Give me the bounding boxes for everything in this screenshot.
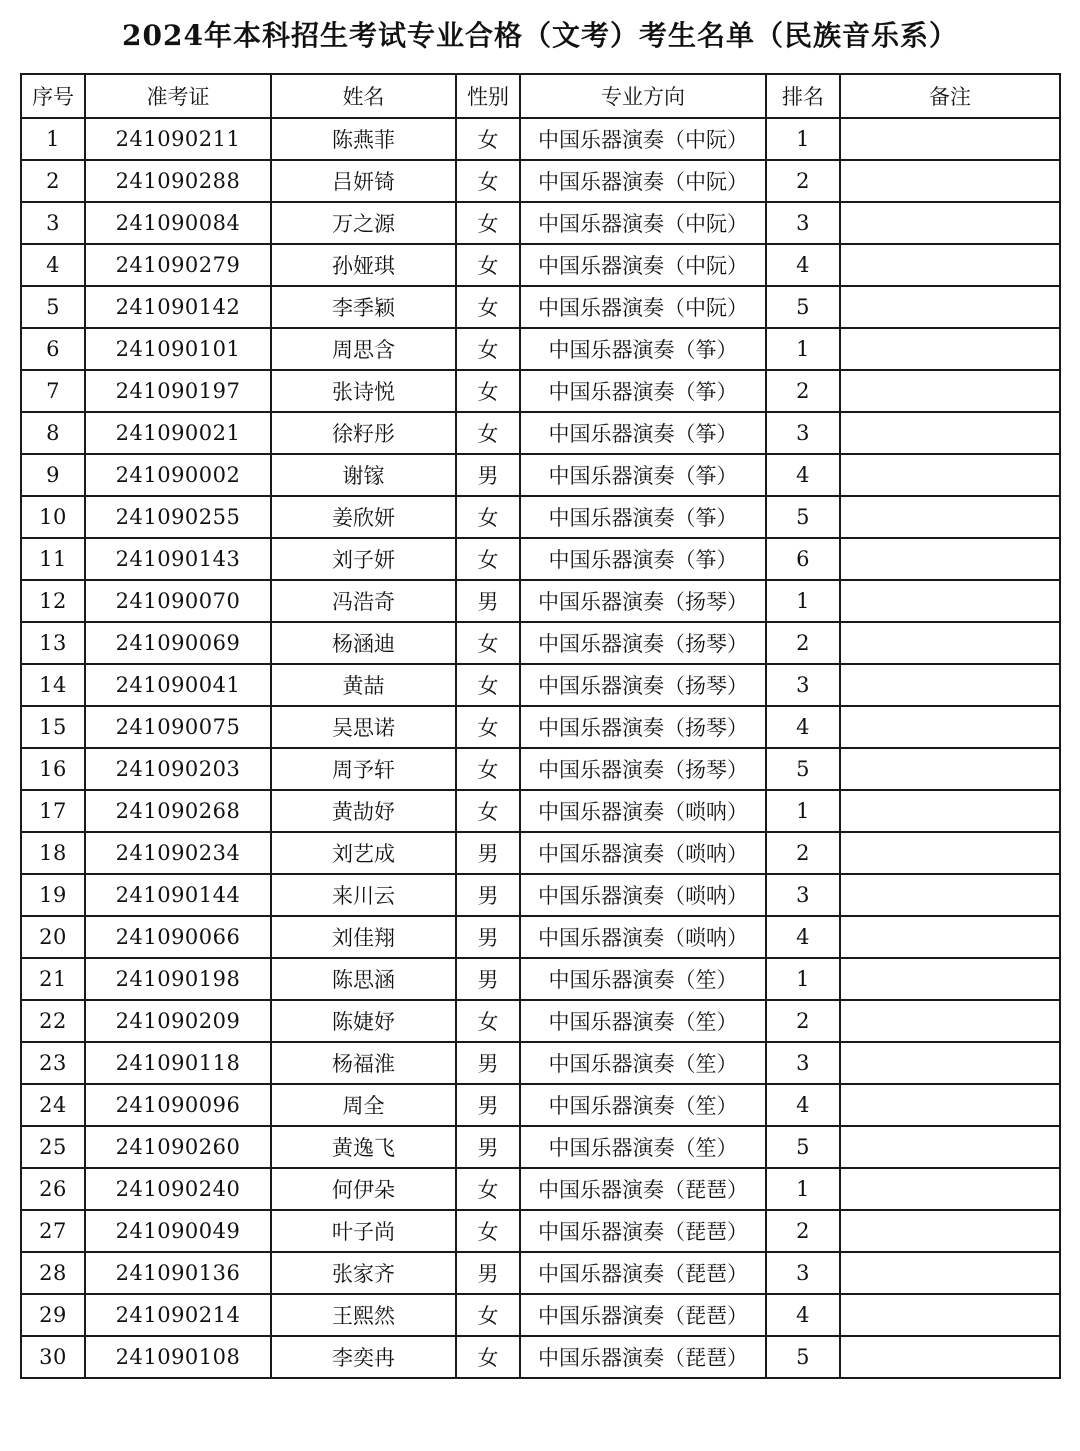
- cell-major: 中国乐器演奏（琵琶）: [520, 1252, 766, 1294]
- cell-name: 孙娅琪: [271, 244, 456, 286]
- table-row: [21, 328, 1060, 370]
- cell-name: 姜欣妍: [271, 496, 456, 538]
- cell-seq: 1: [21, 118, 85, 160]
- cell-rank: 6: [766, 538, 840, 580]
- cell-rank: 4: [766, 454, 840, 496]
- cell-note: [840, 748, 1060, 790]
- cell-seq: 22: [21, 1000, 85, 1042]
- cell-rank: 4: [766, 1084, 840, 1126]
- cell-note: [840, 580, 1060, 622]
- cell-note: [840, 1084, 1060, 1126]
- table-row: [21, 1252, 1060, 1294]
- table-header-row: [21, 74, 1060, 118]
- table-row: [21, 1042, 1060, 1084]
- cell-gender: 女: [456, 496, 520, 538]
- cell-gender: 男: [456, 916, 520, 958]
- cell-rank: 4: [766, 244, 840, 286]
- cell-exam-id: 241090209: [85, 1000, 271, 1042]
- cell-exam-id: 241090118: [85, 1042, 271, 1084]
- cell-rank: 5: [766, 748, 840, 790]
- table-row: [21, 706, 1060, 748]
- cell-exam-id: 241090203: [85, 748, 271, 790]
- table-row: [21, 916, 1060, 958]
- cell-seq: 20: [21, 916, 85, 958]
- cell-seq: 5: [21, 286, 85, 328]
- table-row: [21, 832, 1060, 874]
- cell-major: 中国乐器演奏（笙）: [520, 1126, 766, 1168]
- cell-note: [840, 664, 1060, 706]
- cell-gender: 女: [456, 118, 520, 160]
- cell-major: 中国乐器演奏（唢呐）: [520, 790, 766, 832]
- cell-major: 中国乐器演奏（中阮）: [520, 202, 766, 244]
- cell-gender: 女: [456, 1000, 520, 1042]
- cell-exam-id: 241090049: [85, 1210, 271, 1252]
- cell-gender: 男: [456, 1084, 520, 1126]
- cell-name: 杨福淮: [271, 1042, 456, 1084]
- cell-note: [840, 1042, 1060, 1084]
- cell-rank: 1: [766, 958, 840, 1000]
- table-row: [21, 1168, 1060, 1210]
- cell-seq: 21: [21, 958, 85, 1000]
- cell-rank: 5: [766, 1126, 840, 1168]
- cell-major: 中国乐器演奏（笙）: [520, 958, 766, 1000]
- cell-note: [840, 118, 1060, 160]
- cell-note: [840, 622, 1060, 664]
- cell-seq: 7: [21, 370, 85, 412]
- cell-exam-id: 241090240: [85, 1168, 271, 1210]
- cell-gender: 女: [456, 1168, 520, 1210]
- table-row: [21, 580, 1060, 622]
- cell-seq: 27: [21, 1210, 85, 1252]
- cell-exam-id: 241090214: [85, 1294, 271, 1336]
- cell-major: 中国乐器演奏（筝）: [520, 496, 766, 538]
- cell-note: [840, 874, 1060, 916]
- cell-seq: 14: [21, 664, 85, 706]
- cell-rank: 1: [766, 790, 840, 832]
- cell-name: 周思含: [271, 328, 456, 370]
- cell-major: 中国乐器演奏（琵琶）: [520, 1168, 766, 1210]
- cell-name: 陈思涵: [271, 958, 456, 1000]
- cell-gender: 女: [456, 748, 520, 790]
- cell-note: [840, 202, 1060, 244]
- cell-rank: 3: [766, 1252, 840, 1294]
- cell-seq: 25: [21, 1126, 85, 1168]
- cell-gender: 男: [456, 1126, 520, 1168]
- cell-name: 陈婕妤: [271, 1000, 456, 1042]
- cell-seq: 23: [21, 1042, 85, 1084]
- cell-rank: 4: [766, 706, 840, 748]
- cell-seq: 2: [21, 160, 85, 202]
- cell-name: 谢镓: [271, 454, 456, 496]
- cell-exam-id: 241090021: [85, 412, 271, 454]
- cell-exam-id: 241090136: [85, 1252, 271, 1294]
- cell-name: 黄喆: [271, 664, 456, 706]
- cell-seq: 24: [21, 1084, 85, 1126]
- cell-gender: 女: [456, 1210, 520, 1252]
- cell-seq: 6: [21, 328, 85, 370]
- cell-exam-id: 241090260: [85, 1126, 271, 1168]
- cell-gender: 女: [456, 664, 520, 706]
- cell-name: 刘子妍: [271, 538, 456, 580]
- table-row: [21, 202, 1060, 244]
- cell-gender: 女: [456, 1336, 520, 1378]
- cell-major: 中国乐器演奏（中阮）: [520, 118, 766, 160]
- cell-name: 张家齐: [271, 1252, 456, 1294]
- cell-major: 中国乐器演奏（琵琶）: [520, 1210, 766, 1252]
- cell-rank: 5: [766, 286, 840, 328]
- cell-rank: 2: [766, 622, 840, 664]
- cell-note: [840, 832, 1060, 874]
- cell-gender: 女: [456, 160, 520, 202]
- table-row: [21, 496, 1060, 538]
- cell-name: 周全: [271, 1084, 456, 1126]
- table-body: [21, 118, 1060, 1378]
- table-row: [21, 664, 1060, 706]
- cell-exam-id: 241090197: [85, 370, 271, 412]
- cell-rank: 3: [766, 202, 840, 244]
- cell-name: 黄逸飞: [271, 1126, 456, 1168]
- cell-gender: 女: [456, 244, 520, 286]
- table-row: [21, 1294, 1060, 1336]
- cell-name: 刘艺成: [271, 832, 456, 874]
- cell-exam-id: 241090144: [85, 874, 271, 916]
- cell-exam-id: 241090211: [85, 118, 271, 160]
- page-title: 2024年本科招生考试专业合格（文考）考生名单（民族音乐系）: [122, 19, 958, 52]
- cell-gender: 女: [456, 1294, 520, 1336]
- cell-exam-id: 241090075: [85, 706, 271, 748]
- cell-major: 中国乐器演奏（中阮）: [520, 286, 766, 328]
- header-gender: 性别: [456, 74, 520, 118]
- cell-name: 李奕冉: [271, 1336, 456, 1378]
- cell-note: [840, 1252, 1060, 1294]
- table-row: [21, 790, 1060, 832]
- cell-major: 中国乐器演奏（筝）: [520, 370, 766, 412]
- cell-major: 中国乐器演奏（扬琴）: [520, 622, 766, 664]
- cell-note: [840, 1168, 1060, 1210]
- table-row: [21, 874, 1060, 916]
- cell-name: 张诗悦: [271, 370, 456, 412]
- cell-rank: 2: [766, 370, 840, 412]
- cell-name: 周予轩: [271, 748, 456, 790]
- cell-exam-id: 241090066: [85, 916, 271, 958]
- cell-seq: 3: [21, 202, 85, 244]
- cell-note: [840, 706, 1060, 748]
- cell-gender: 男: [456, 832, 520, 874]
- cell-gender: 男: [456, 580, 520, 622]
- cell-gender: 女: [456, 622, 520, 664]
- cell-name: 杨涵迪: [271, 622, 456, 664]
- cell-gender: 男: [456, 1042, 520, 1084]
- cell-exam-id: 241090084: [85, 202, 271, 244]
- cell-seq: 8: [21, 412, 85, 454]
- cell-seq: 16: [21, 748, 85, 790]
- cell-major: 中国乐器演奏（筝）: [520, 328, 766, 370]
- cell-note: [840, 916, 1060, 958]
- cell-rank: 5: [766, 1336, 840, 1378]
- cell-seq: 11: [21, 538, 85, 580]
- cell-gender: 女: [456, 790, 520, 832]
- cell-major: 中国乐器演奏（唢呐）: [520, 874, 766, 916]
- cell-name: 刘佳翔: [271, 916, 456, 958]
- cell-seq: 15: [21, 706, 85, 748]
- cell-exam-id: 241090279: [85, 244, 271, 286]
- cell-name: 黄劼妤: [271, 790, 456, 832]
- cell-seq: 30: [21, 1336, 85, 1378]
- table-row: [21, 538, 1060, 580]
- cell-note: [840, 160, 1060, 202]
- table-row: [21, 454, 1060, 496]
- table-row: [21, 958, 1060, 1000]
- cell-exam-id: 241090101: [85, 328, 271, 370]
- cell-major: 中国乐器演奏（筝）: [520, 412, 766, 454]
- cell-note: [840, 1126, 1060, 1168]
- table-row: [21, 160, 1060, 202]
- cell-note: [840, 496, 1060, 538]
- table-row: [21, 1336, 1060, 1378]
- cell-seq: 18: [21, 832, 85, 874]
- cell-gender: 女: [456, 538, 520, 580]
- cell-note: [840, 328, 1060, 370]
- cell-gender: 女: [456, 328, 520, 370]
- table-row: [21, 286, 1060, 328]
- table-row: [21, 1126, 1060, 1168]
- cell-exam-id: 241090143: [85, 538, 271, 580]
- cell-major: 中国乐器演奏（唢呐）: [520, 832, 766, 874]
- cell-seq: 28: [21, 1252, 85, 1294]
- cell-note: [840, 286, 1060, 328]
- cell-seq: 9: [21, 454, 85, 496]
- cell-gender: 男: [456, 1252, 520, 1294]
- cell-name: 冯浩奇: [271, 580, 456, 622]
- cell-note: [840, 1210, 1060, 1252]
- cell-name: 李季颖: [271, 286, 456, 328]
- cell-name: 陈燕菲: [271, 118, 456, 160]
- cell-major: 中国乐器演奏（琵琶）: [520, 1294, 766, 1336]
- table-row: [21, 412, 1060, 454]
- cell-seq: 29: [21, 1294, 85, 1336]
- header-rank: 排名: [766, 74, 840, 118]
- cell-major: 中国乐器演奏（筝）: [520, 538, 766, 580]
- cell-seq: 4: [21, 244, 85, 286]
- cell-note: [840, 454, 1060, 496]
- cell-major: 中国乐器演奏（唢呐）: [520, 916, 766, 958]
- cell-rank: 2: [766, 832, 840, 874]
- cell-note: [840, 958, 1060, 1000]
- cell-note: [840, 1336, 1060, 1378]
- cell-exam-id: 241090255: [85, 496, 271, 538]
- cell-gender: 女: [456, 706, 520, 748]
- cell-rank: 2: [766, 1210, 840, 1252]
- cell-name: 王熙然: [271, 1294, 456, 1336]
- cell-exam-id: 241090198: [85, 958, 271, 1000]
- cell-gender: 男: [456, 958, 520, 1000]
- cell-name: 万之源: [271, 202, 456, 244]
- table-row: [21, 244, 1060, 286]
- cell-name: 吴思诺: [271, 706, 456, 748]
- cell-major: 中国乐器演奏（扬琴）: [520, 664, 766, 706]
- cell-exam-id: 241090142: [85, 286, 271, 328]
- cell-major: 中国乐器演奏（笙）: [520, 1042, 766, 1084]
- cell-seq: 17: [21, 790, 85, 832]
- cell-major: 中国乐器演奏（中阮）: [520, 244, 766, 286]
- table-row: [21, 1084, 1060, 1126]
- cell-rank: 1: [766, 118, 840, 160]
- cell-rank: 4: [766, 1294, 840, 1336]
- cell-exam-id: 241090234: [85, 832, 271, 874]
- cell-major: 中国乐器演奏（扬琴）: [520, 748, 766, 790]
- cell-major: 中国乐器演奏（琵琶）: [520, 1336, 766, 1378]
- header-seq: 序号: [21, 74, 85, 118]
- cell-major: 中国乐器演奏（扬琴）: [520, 580, 766, 622]
- cell-exam-id: 241090041: [85, 664, 271, 706]
- cell-name: 何伊朵: [271, 1168, 456, 1210]
- cell-note: [840, 370, 1060, 412]
- cell-major: 中国乐器演奏（扬琴）: [520, 706, 766, 748]
- cell-exam-id: 241090096: [85, 1084, 271, 1126]
- table-row: [21, 748, 1060, 790]
- cell-rank: 3: [766, 412, 840, 454]
- cell-rank: 3: [766, 1042, 840, 1084]
- cell-seq: 26: [21, 1168, 85, 1210]
- cell-gender: 男: [456, 454, 520, 496]
- table-row: [21, 118, 1060, 160]
- cell-rank: 2: [766, 1000, 840, 1042]
- cell-major: 中国乐器演奏（笙）: [520, 1084, 766, 1126]
- cell-rank: 5: [766, 496, 840, 538]
- cell-rank: 2: [766, 160, 840, 202]
- cell-exam-id: 241090268: [85, 790, 271, 832]
- cell-name: 吕妍锜: [271, 160, 456, 202]
- cell-major: 中国乐器演奏（筝）: [520, 454, 766, 496]
- cell-seq: 19: [21, 874, 85, 916]
- cell-note: [840, 244, 1060, 286]
- table-row: [21, 370, 1060, 412]
- cell-rank: 1: [766, 328, 840, 370]
- cell-major: 中国乐器演奏（中阮）: [520, 160, 766, 202]
- cell-exam-id: 241090108: [85, 1336, 271, 1378]
- cell-rank: 3: [766, 664, 840, 706]
- table-row: [21, 1000, 1060, 1042]
- candidate-table: [20, 73, 1061, 1379]
- cell-gender: 女: [456, 202, 520, 244]
- cell-note: [840, 1294, 1060, 1336]
- cell-gender: 男: [456, 874, 520, 916]
- cell-rank: 1: [766, 580, 840, 622]
- cell-exam-id: 241090002: [85, 454, 271, 496]
- cell-rank: 4: [766, 916, 840, 958]
- table-row: [21, 1210, 1060, 1252]
- cell-gender: 女: [456, 370, 520, 412]
- cell-exam-id: 241090070: [85, 580, 271, 622]
- cell-rank: 3: [766, 874, 840, 916]
- cell-rank: 1: [766, 1168, 840, 1210]
- cell-note: [840, 412, 1060, 454]
- cell-seq: 13: [21, 622, 85, 664]
- cell-name: 来川云: [271, 874, 456, 916]
- table-row: [21, 622, 1060, 664]
- header-name: 姓名: [271, 74, 456, 118]
- cell-seq: 10: [21, 496, 85, 538]
- cell-note: [840, 1000, 1060, 1042]
- cell-gender: 女: [456, 412, 520, 454]
- header-exam-id: 准考证: [85, 74, 271, 118]
- cell-note: [840, 538, 1060, 580]
- cell-gender: 女: [456, 286, 520, 328]
- header-note: 备注: [840, 74, 1060, 118]
- cell-exam-id: 241090069: [85, 622, 271, 664]
- cell-seq: 12: [21, 580, 85, 622]
- cell-note: [840, 790, 1060, 832]
- cell-exam-id: 241090288: [85, 160, 271, 202]
- cell-name: 徐籽彤: [271, 412, 456, 454]
- header-major: 专业方向: [520, 74, 766, 118]
- cell-major: 中国乐器演奏（笙）: [520, 1000, 766, 1042]
- cell-name: 叶子尚: [271, 1210, 456, 1252]
